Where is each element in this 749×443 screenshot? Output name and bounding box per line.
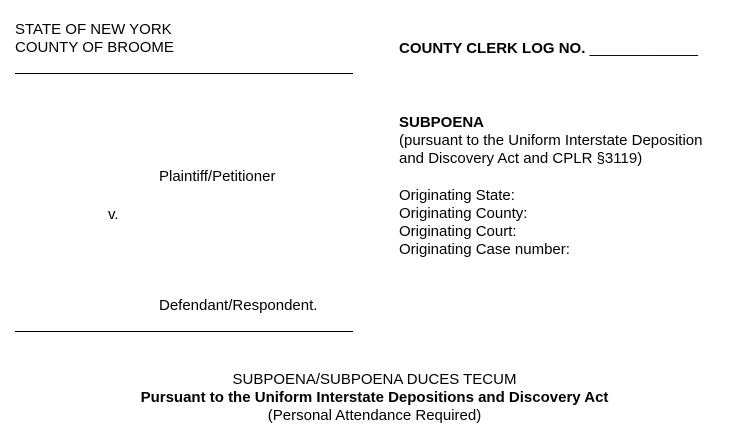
plaintiff-label: Plaintiff/Petitioner bbox=[159, 168, 276, 185]
originating-court-label: Originating Court: bbox=[399, 223, 517, 240]
county-heading: COUNTY OF BROOME bbox=[15, 39, 174, 56]
state-heading: STATE OF NEW YORK bbox=[15, 21, 172, 38]
defendant-label: Defendant/Respondent. bbox=[159, 297, 318, 314]
pursuant-line-1: (pursuant to the Uniform Interstate Deposition bbox=[399, 132, 703, 149]
pursuant-line-2: and Discovery Act and CPLR §3119) bbox=[399, 150, 643, 167]
originating-case-number-label: Originating Case number: bbox=[399, 241, 570, 258]
clerk-log-label: COUNTY CLERK LOG NO. bbox=[399, 40, 586, 57]
clerk-log-blank: _____________ bbox=[589, 40, 699, 57]
footer-title: SUBPOENA/SUBPOENA DUCES TECUM bbox=[232, 371, 517, 388]
originating-county-label: Originating County: bbox=[399, 205, 528, 222]
caption-bottom-rule bbox=[15, 331, 353, 332]
footer-attendance-line: (Personal Attendance Required) bbox=[267, 407, 482, 424]
subpoena-title: SUBPOENA bbox=[399, 114, 485, 131]
versus-label: v. bbox=[108, 206, 119, 223]
clerk-log-line bbox=[399, 40, 698, 58]
caption-top-rule bbox=[15, 73, 353, 74]
footer-act-line: Pursuant to the Uniform Interstate Depositions and Discovery Act bbox=[140, 389, 609, 406]
originating-state-label: Originating State: bbox=[399, 187, 515, 204]
